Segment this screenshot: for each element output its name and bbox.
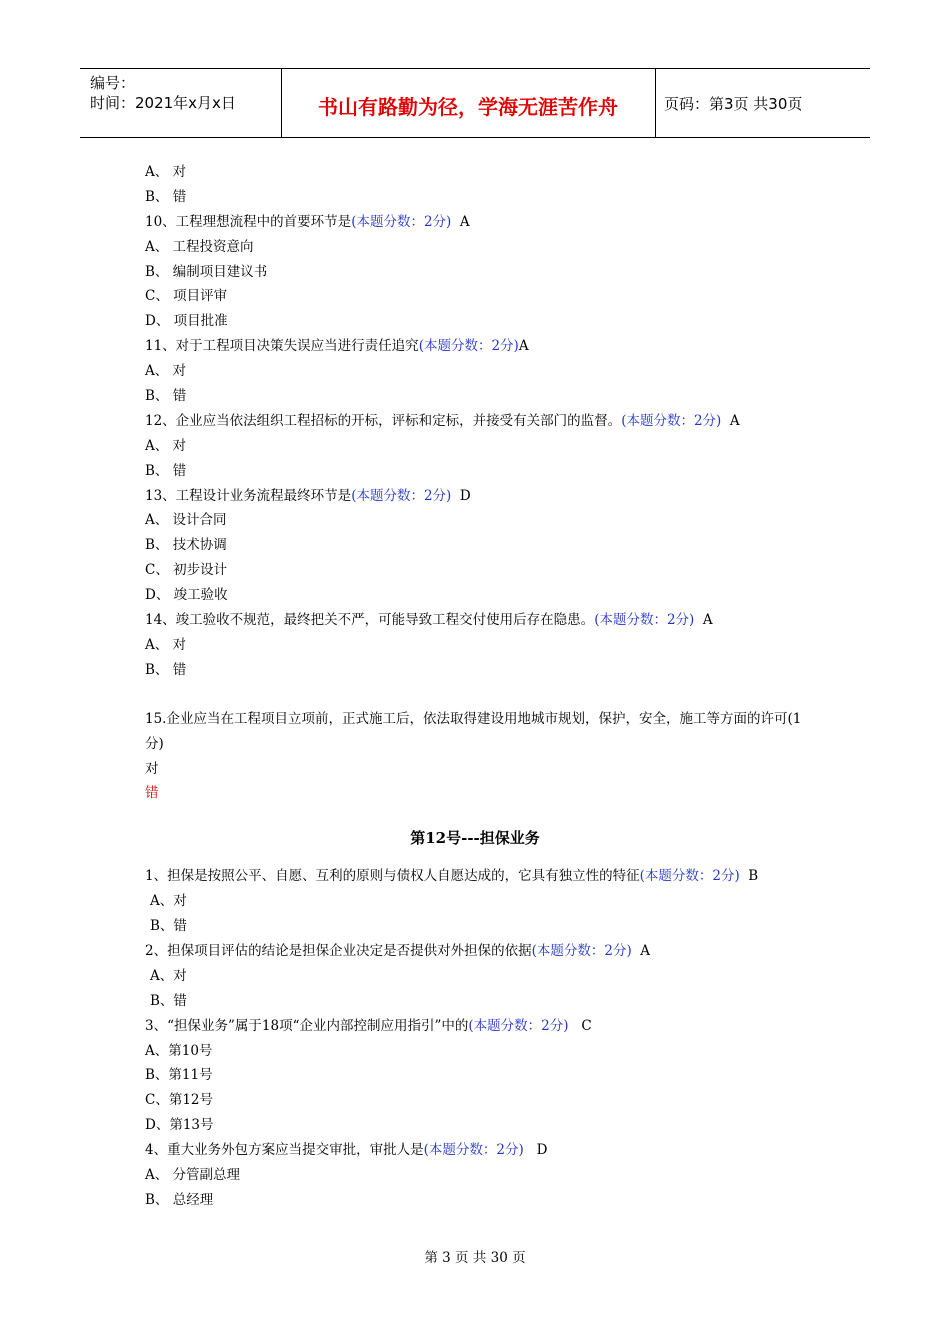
item-text: A、 对	[145, 164, 187, 180]
item-text: A、 分管副总理	[145, 1166, 241, 1183]
list-item	[145, 533, 825, 558]
list-item	[145, 185, 825, 210]
list-item	[145, 608, 825, 633]
question-list	[145, 864, 825, 1212]
header-divider	[655, 69, 656, 137]
header-motto: 书山有路勤为径，学海无涯苦作舟	[318, 95, 618, 119]
item-text: 13、工程设计业务流程最终环节是	[145, 487, 352, 504]
answer-label: A	[518, 338, 529, 355]
item-text: 2、担保项目评估的结论是担保企业决定是否提供对外担保的依据	[145, 942, 532, 959]
item-text: 1、担保是按照公平、自愿、互利的原则与债权人自愿达成的，它具有独立性的特征	[145, 868, 640, 885]
item-text: 12、企业应当依法组织工程招标的开标，评标和定标，并接受有关部门的监督。	[145, 412, 622, 429]
list-item	[145, 334, 825, 359]
page-header	[80, 68, 870, 138]
item-text: A、对	[150, 893, 187, 910]
item-text: A、对	[150, 967, 187, 984]
answer-label: A	[631, 942, 651, 959]
item-text: B、 编制项目建议书	[145, 263, 268, 280]
answer-label: A	[721, 412, 740, 429]
score-label: (本题分数：2分)	[423, 1142, 524, 1159]
list-item	[145, 864, 825, 889]
page-indicator: 页码：第3页 共30页	[664, 95, 803, 113]
list-item	[145, 1063, 825, 1088]
score-label: (本题分数：2分)	[621, 412, 722, 429]
answer-label: B	[739, 868, 759, 885]
score-label: (本题分数：2分)	[351, 487, 452, 504]
item-text: B、 错	[145, 661, 187, 678]
score-label: (本题分数：2分)	[639, 868, 740, 885]
list-item	[145, 359, 825, 384]
question-list	[145, 160, 825, 683]
score-label: (本题分数：2分)	[531, 942, 632, 959]
list-item	[145, 558, 825, 583]
item-text: 10、工程理想流程中的首要环节是	[145, 213, 352, 230]
list-item	[145, 309, 825, 334]
item-text: A、 设计合同	[145, 512, 227, 529]
item-text: B、 错	[145, 188, 187, 205]
list-item	[145, 1138, 825, 1163]
item-text: A、第10号	[145, 1042, 213, 1059]
item-text: B、 总经理	[145, 1191, 214, 1208]
option-true: 对	[145, 760, 159, 777]
page-footer: 第 3 页 共 30 页	[424, 1250, 526, 1266]
item-text: A、 工程投资意向	[145, 238, 254, 255]
section-title: 第12号---担保业务	[410, 829, 540, 848]
item-text: 3、“担保业务”属于18项“企业内部控制应用指引”中的	[145, 1017, 469, 1034]
item-text: B、 错	[145, 388, 187, 405]
item-text: A、 对	[145, 636, 187, 653]
list-item	[145, 434, 825, 459]
list-item	[145, 658, 825, 683]
document-body	[145, 160, 825, 1213]
list-item	[145, 1014, 825, 1039]
score-label: (本题分数：2分)	[594, 612, 695, 629]
item-text: A、 对	[145, 437, 187, 454]
item-text: B、错	[150, 918, 187, 935]
item-text: C、 初步设计	[145, 562, 228, 579]
item-text: D、 竣工验收	[145, 587, 228, 604]
list-item	[145, 235, 825, 260]
list-item	[145, 508, 825, 533]
score-label: (本题分数：2分)	[468, 1017, 569, 1034]
item-text: D、第13号	[145, 1117, 214, 1134]
list-item	[145, 160, 825, 185]
item-text: B、 错	[145, 462, 187, 479]
item-text: 14、竣工验收不规范，最终把关不严，可能导致工程交付使用后存在隐患。	[145, 612, 595, 629]
item-text: B、 技术协调	[145, 537, 227, 554]
list-item	[145, 1039, 825, 1064]
list-item	[145, 484, 825, 509]
list-item	[145, 1188, 825, 1213]
item-text: 4、重大业务外包方案应当提交审批，审批人是	[145, 1142, 424, 1159]
list-item	[145, 459, 825, 484]
list-item	[145, 1088, 825, 1113]
question-15: 15.企业应当在工程项目立项前，正式施工后，依法取得建设用地城市规划，保护，安全，施工等方面的许可(1分)	[145, 710, 802, 752]
list-item	[145, 1113, 825, 1138]
item-text: B、错	[150, 992, 187, 1009]
list-item	[145, 914, 825, 939]
list-item	[145, 384, 825, 409]
list-item	[145, 989, 825, 1014]
item-text: C、第12号	[145, 1092, 214, 1109]
header-meta	[90, 73, 236, 113]
list-item	[145, 284, 825, 309]
number-label: 编号：	[90, 74, 136, 92]
item-text: D、 项目批准	[145, 313, 228, 330]
score-label: (本题分数：2分)	[418, 338, 519, 355]
item-text: 11、对于工程项目决策失误应当进行责任追究	[145, 338, 419, 355]
option-false: 错	[145, 785, 159, 802]
answer-label: C	[568, 1017, 592, 1034]
answer-label: D	[451, 487, 471, 504]
list-item	[145, 583, 825, 608]
time-label: 时间：2021年x月x日	[90, 94, 236, 112]
answer-label: A	[694, 612, 713, 629]
list-item	[145, 210, 825, 235]
score-label: (本题分数：2分)	[351, 213, 452, 230]
list-item	[145, 889, 825, 914]
answer-label: A	[451, 213, 470, 230]
list-item	[145, 964, 825, 989]
list-item	[145, 939, 825, 964]
item-text: A、 对	[145, 363, 187, 380]
list-item	[145, 1163, 825, 1188]
list-item	[145, 260, 825, 285]
list-item	[145, 409, 825, 434]
item-text: C、 项目评审	[145, 288, 228, 305]
list-item	[145, 633, 825, 658]
answer-label: D	[523, 1142, 548, 1159]
item-text: B、第11号	[145, 1067, 213, 1084]
